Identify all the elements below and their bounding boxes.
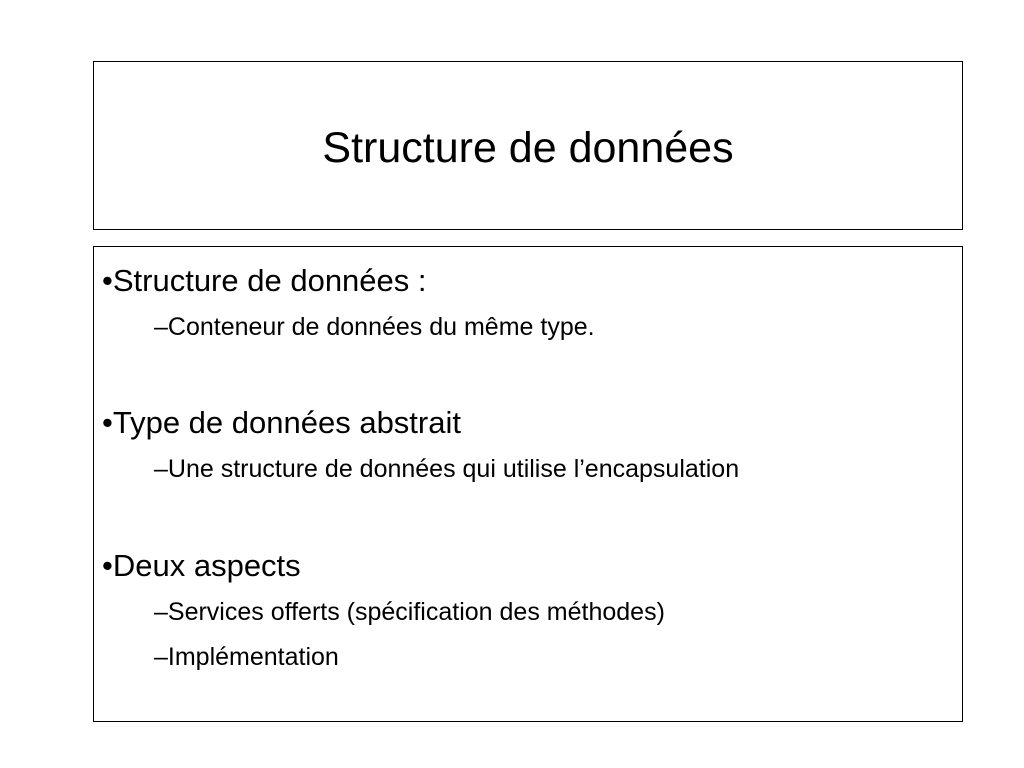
subbullet-encapsulation: –Une structure de données qui utilise l’encapsulation: [154, 455, 740, 483]
slide-title: Structure de données: [322, 124, 734, 172]
bullet-type-abstrait: •Type de données abstrait: [102, 405, 461, 440]
slide-title-box: [93, 61, 963, 230]
subbullet-implementation: –Implémentation: [154, 643, 339, 671]
bullet-structure-de-donnees: •Structure de données :: [102, 263, 427, 298]
subbullet-conteneur: –Conteneur de données du même type.: [154, 313, 595, 341]
subbullet-services: –Services offerts (spécification des méthodes): [154, 598, 665, 626]
slide-content-box: [93, 246, 963, 722]
bullet-deux-aspects: •Deux aspects: [102, 548, 301, 583]
